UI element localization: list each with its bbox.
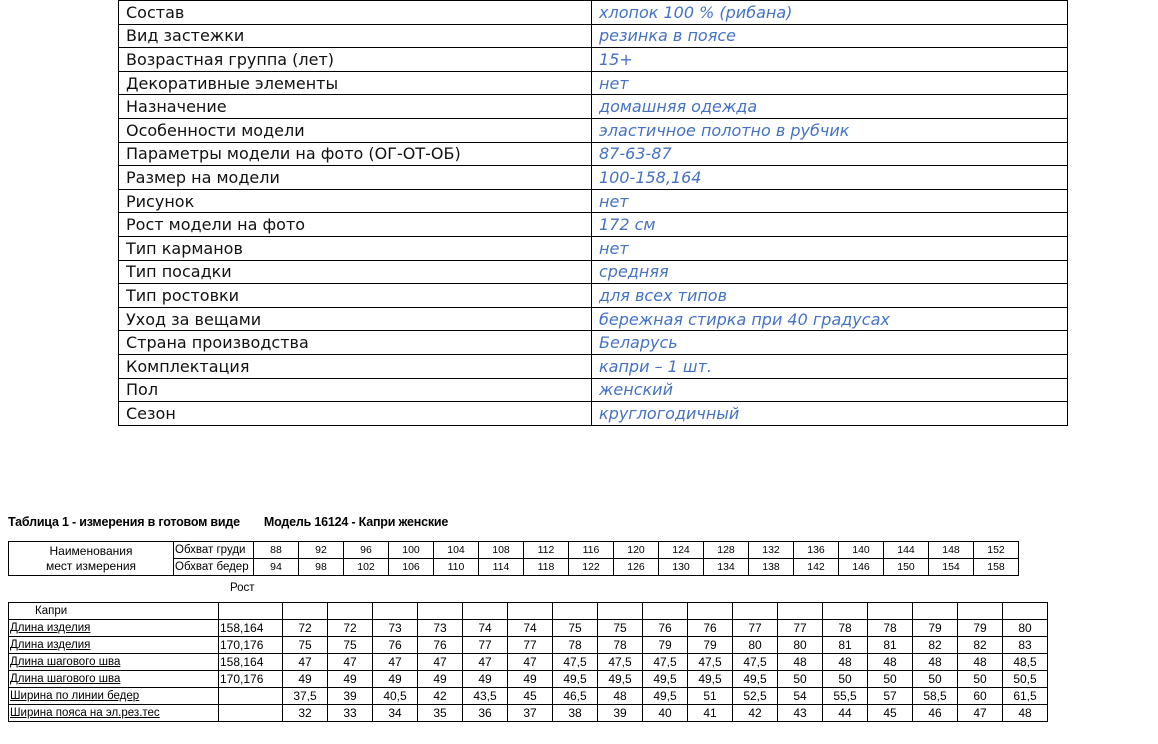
measurement-row: [9, 688, 1048, 705]
measurement-value: 42: [733, 705, 778, 722]
measurement-names-header: [9, 542, 174, 576]
measurement-value: 50: [913, 671, 958, 688]
measurement-value: 49: [463, 671, 508, 688]
hips-size: 118: [524, 559, 569, 576]
measurement-value: 48: [868, 654, 913, 671]
measurement-value: 75: [553, 620, 598, 637]
measurement-value: 47: [373, 654, 418, 671]
height-value: 158,164: [219, 654, 283, 671]
measurement-value: 37,5: [283, 688, 328, 705]
measurement-value: 48,5: [1003, 654, 1048, 671]
measurement-value: 76: [688, 620, 733, 637]
empty-cell: [463, 603, 508, 620]
chest-size: 144: [884, 542, 929, 559]
property-key: Возрастная группа (лет): [119, 48, 592, 72]
model-title: Модель 16124 - Капри женские: [263, 515, 449, 529]
empty-cell: [733, 603, 778, 620]
chest-size: 92: [299, 542, 344, 559]
property-row: [119, 378, 1068, 402]
measurement-value: 73: [418, 620, 463, 637]
hips-size: 130: [659, 559, 704, 576]
property-key: Уход за вещами: [119, 307, 592, 331]
measurement-value: 41: [688, 705, 733, 722]
measurement-value: 48: [598, 688, 643, 705]
property-key: Особенности модели: [119, 118, 592, 142]
measurement-value: 50: [823, 671, 868, 688]
product-name: Капри: [9, 603, 219, 620]
property-value: Беларусь: [592, 331, 1068, 355]
hips-size: 106: [389, 559, 434, 576]
measurement-value: 40: [643, 705, 688, 722]
hips-size: 142: [794, 559, 839, 576]
measurement-value: 51: [688, 688, 733, 705]
measurements-caption: [8, 515, 448, 529]
measurement-value: 78: [823, 620, 868, 637]
property-row: [119, 48, 1068, 72]
measurement-value: 50: [778, 671, 823, 688]
property-key: Вид застежки: [119, 24, 592, 48]
property-value: эластичное полотно в рубчик: [592, 118, 1068, 142]
measurement-value: 79: [643, 637, 688, 654]
hips-size: 126: [614, 559, 659, 576]
property-row: [119, 236, 1068, 260]
chest-label: Обхват груди: [174, 542, 254, 559]
property-row: [119, 142, 1068, 166]
property-value: 87-63-87: [592, 142, 1068, 166]
measurement-value: 75: [283, 637, 328, 654]
property-value: женский: [592, 378, 1068, 402]
measurement-value: 77: [508, 637, 553, 654]
height-value: 170,176: [219, 637, 283, 654]
measurement-value: 76: [373, 637, 418, 654]
measurement-value: 47: [328, 654, 373, 671]
measurement-value: 47: [283, 654, 328, 671]
empty-cell: [823, 603, 868, 620]
property-value: круглогодичный: [592, 402, 1068, 426]
empty-cell: [913, 603, 958, 620]
measurement-value: 60: [958, 688, 1003, 705]
measurement-value: 47: [463, 654, 508, 671]
hips-size: 134: [704, 559, 749, 576]
property-key: Рисунок: [119, 189, 592, 213]
measurement-value: 74: [508, 620, 553, 637]
chest-size: 128: [704, 542, 749, 559]
property-key: Размер на модели: [119, 166, 592, 190]
chest-size: 108: [479, 542, 524, 559]
property-key: Параметры модели на фото (ОГ-ОТ-ОБ): [119, 142, 592, 166]
measurement-value: 49: [328, 671, 373, 688]
measurement-value: 47,5: [643, 654, 688, 671]
measurement-value: 75: [328, 637, 373, 654]
property-row: [119, 402, 1068, 426]
measurement-name: Длина шагового шва: [9, 654, 219, 671]
hips-size: 110: [434, 559, 479, 576]
property-row: [119, 331, 1068, 355]
property-row: [119, 307, 1068, 331]
measurement-value: 42: [418, 688, 463, 705]
measurement-value: 47,5: [688, 654, 733, 671]
measurement-value: 72: [283, 620, 328, 637]
measurement-value: 43,5: [463, 688, 508, 705]
property-row: [119, 166, 1068, 190]
property-key: Рост модели на фото: [119, 213, 592, 237]
measurement-value: 50: [868, 671, 913, 688]
measurement-value: 58,5: [913, 688, 958, 705]
hips-size: 102: [344, 559, 389, 576]
measurement-value: 49,5: [643, 688, 688, 705]
measurement-value: 54: [778, 688, 823, 705]
measurement-value: 45: [508, 688, 553, 705]
empty-cell: [598, 603, 643, 620]
measurement-value: 43: [778, 705, 823, 722]
name-line-2: мест измерения: [45, 558, 137, 573]
measurement-row: [9, 620, 1048, 637]
measurement-value: 83: [1003, 637, 1048, 654]
property-value: 100-158,164: [592, 166, 1068, 190]
hips-size: 122: [569, 559, 614, 576]
height-label: Рост: [230, 582, 255, 594]
measurement-value: 79: [913, 620, 958, 637]
chest-size: 104: [434, 542, 479, 559]
measurement-value: 77: [778, 620, 823, 637]
property-row: [119, 260, 1068, 284]
measurement-value: 39: [328, 688, 373, 705]
chest-size: 136: [794, 542, 839, 559]
empty-cell: [778, 603, 823, 620]
measurement-value: 52,5: [733, 688, 778, 705]
measurements-table: [8, 602, 1048, 722]
hips-size: 154: [929, 559, 974, 576]
property-key: Тип ростовки: [119, 284, 592, 308]
hips-size: 114: [479, 559, 524, 576]
hips-size: 94: [254, 559, 299, 576]
chest-size: 140: [839, 542, 884, 559]
measurement-value: 47: [418, 654, 463, 671]
empty-cell: [373, 603, 418, 620]
measurement-value: 34: [373, 705, 418, 722]
measurement-name: Длина изделия: [9, 620, 219, 637]
measurement-value: 49: [373, 671, 418, 688]
measurement-value: 82: [958, 637, 1003, 654]
measurement-value: 76: [418, 637, 463, 654]
chest-size: 116: [569, 542, 614, 559]
chest-size: 96: [344, 542, 389, 559]
measurement-value: 40,5: [373, 688, 418, 705]
empty-cell: [418, 603, 463, 620]
measurement-value: 48: [958, 654, 1003, 671]
chest-size: 148: [929, 542, 974, 559]
measurement-value: 72: [328, 620, 373, 637]
height-value: 158,164: [219, 620, 283, 637]
chest-size: 120: [614, 542, 659, 559]
measurement-name: Длина изделия: [9, 637, 219, 654]
measurement-value: 49,5: [598, 671, 643, 688]
measurement-value: 47,5: [553, 654, 598, 671]
measurement-value: 39: [598, 705, 643, 722]
measurement-name: Ширина по линии бедер: [9, 688, 219, 705]
size-header-table: [8, 541, 1019, 576]
measurement-value: 47,5: [598, 654, 643, 671]
measurement-value: 48: [1003, 705, 1048, 722]
empty-cell: [219, 603, 283, 620]
product-properties-table: [118, 0, 1068, 426]
measurement-value: 44: [823, 705, 868, 722]
height-value: [219, 688, 283, 705]
table-label: Таблица 1 - измерения в готовом виде: [8, 515, 240, 529]
measurement-value: 38: [553, 705, 598, 722]
measurement-value: 55,5: [823, 688, 868, 705]
height-value: [219, 705, 283, 722]
measurement-value: 50,5: [1003, 671, 1048, 688]
measurement-value: 78: [553, 637, 598, 654]
measurement-value: 79: [688, 637, 733, 654]
measurement-value: 76: [643, 620, 688, 637]
property-value: резинка в поясе: [592, 24, 1068, 48]
property-key: Сезон: [119, 402, 592, 426]
measurement-row: [9, 654, 1048, 671]
measurement-value: 77: [733, 620, 778, 637]
measurement-row: [9, 705, 1048, 722]
measurement-value: 78: [868, 620, 913, 637]
property-value: нет: [592, 71, 1068, 95]
measurement-value: 49,5: [688, 671, 733, 688]
measurement-value: 78: [598, 637, 643, 654]
hips-size: 150: [884, 559, 929, 576]
property-key: Состав: [119, 1, 592, 25]
measurement-value: 32: [283, 705, 328, 722]
measurement-value: 77: [463, 637, 508, 654]
product-row: [9, 603, 1048, 620]
property-row: [119, 24, 1068, 48]
empty-cell: [643, 603, 688, 620]
property-row: [119, 189, 1068, 213]
height-value: 170,176: [219, 671, 283, 688]
measurement-value: 61,5: [1003, 688, 1048, 705]
measurement-value: 46: [913, 705, 958, 722]
measurement-value: 81: [823, 637, 868, 654]
property-value: домашняя одежда: [592, 95, 1068, 119]
empty-cell: [868, 603, 913, 620]
property-key: Тип карманов: [119, 236, 592, 260]
property-key: Пол: [119, 378, 592, 402]
measurement-value: 36: [463, 705, 508, 722]
property-value: 15+: [592, 48, 1068, 72]
empty-cell: [958, 603, 1003, 620]
measurement-value: 47: [958, 705, 1003, 722]
property-row: [119, 354, 1068, 378]
chest-size: 88: [254, 542, 299, 559]
measurement-value: 74: [463, 620, 508, 637]
property-row: [119, 71, 1068, 95]
property-value: нет: [592, 236, 1068, 260]
measurement-value: 49,5: [553, 671, 598, 688]
measurement-value: 46,5: [553, 688, 598, 705]
measurement-value: 79: [958, 620, 1003, 637]
chest-size: 112: [524, 542, 569, 559]
hips-label: Обхват бедер: [174, 559, 254, 576]
hips-size: 98: [299, 559, 344, 576]
property-row: [119, 118, 1068, 142]
empty-cell: [508, 603, 553, 620]
measurement-name: Длина шагового шва: [9, 671, 219, 688]
measurement-value: 48: [823, 654, 868, 671]
measurement-value: 48: [913, 654, 958, 671]
property-value: средняя: [592, 260, 1068, 284]
measurement-value: 80: [733, 637, 778, 654]
empty-cell: [688, 603, 733, 620]
measurement-row: [9, 637, 1048, 654]
empty-cell: [553, 603, 598, 620]
measurement-value: 80: [778, 637, 823, 654]
measurement-value: 49: [283, 671, 328, 688]
hips-size: 138: [749, 559, 794, 576]
measurement-value: 49,5: [733, 671, 778, 688]
measurement-value: 48: [778, 654, 823, 671]
empty-cell: [328, 603, 373, 620]
measurement-value: 82: [913, 637, 958, 654]
measurement-value: 49: [418, 671, 463, 688]
property-row: [119, 213, 1068, 237]
measurement-name: Ширина пояса на эл.рез.тес: [9, 705, 219, 722]
measurement-value: 37: [508, 705, 553, 722]
property-key: Назначение: [119, 95, 592, 119]
measurement-value: 81: [868, 637, 913, 654]
measurement-value: 57: [868, 688, 913, 705]
chest-size: 132: [749, 542, 794, 559]
measurement-value: 49,5: [643, 671, 688, 688]
property-value: бережная стирка при 40 градусах: [592, 307, 1068, 331]
chest-size: 100: [389, 542, 434, 559]
measurement-value: 35: [418, 705, 463, 722]
measurement-value: 50: [958, 671, 1003, 688]
hips-size: 158: [974, 559, 1019, 576]
empty-cell: [1003, 603, 1048, 620]
property-key: Тип посадки: [119, 260, 592, 284]
measurement-value: 45: [868, 705, 913, 722]
property-key: Комплектация: [119, 354, 592, 378]
measurement-value: 49: [508, 671, 553, 688]
measurement-value: 73: [373, 620, 418, 637]
property-value: 172 см: [592, 213, 1068, 237]
property-value: капри – 1 шт.: [592, 354, 1068, 378]
chest-size: 124: [659, 542, 704, 559]
property-key: Декоративные элементы: [119, 71, 592, 95]
chest-size: 152: [974, 542, 1019, 559]
measurement-value: 47: [508, 654, 553, 671]
measurement-value: 47,5: [733, 654, 778, 671]
property-value: нет: [592, 189, 1068, 213]
property-row: [119, 284, 1068, 308]
measurement-row: [9, 671, 1048, 688]
empty-cell: [283, 603, 328, 620]
property-row: [119, 1, 1068, 25]
property-value: хлопок 100 % (рибана): [592, 1, 1068, 25]
name-line-1: Наименования: [49, 543, 133, 558]
property-key: Страна производства: [119, 331, 592, 355]
property-value: для всех типов: [592, 284, 1068, 308]
measurement-value: 75: [598, 620, 643, 637]
hips-size: 146: [839, 559, 884, 576]
measurement-value: 80: [1003, 620, 1048, 637]
measurement-value: 33: [328, 705, 373, 722]
property-row: [119, 95, 1068, 119]
